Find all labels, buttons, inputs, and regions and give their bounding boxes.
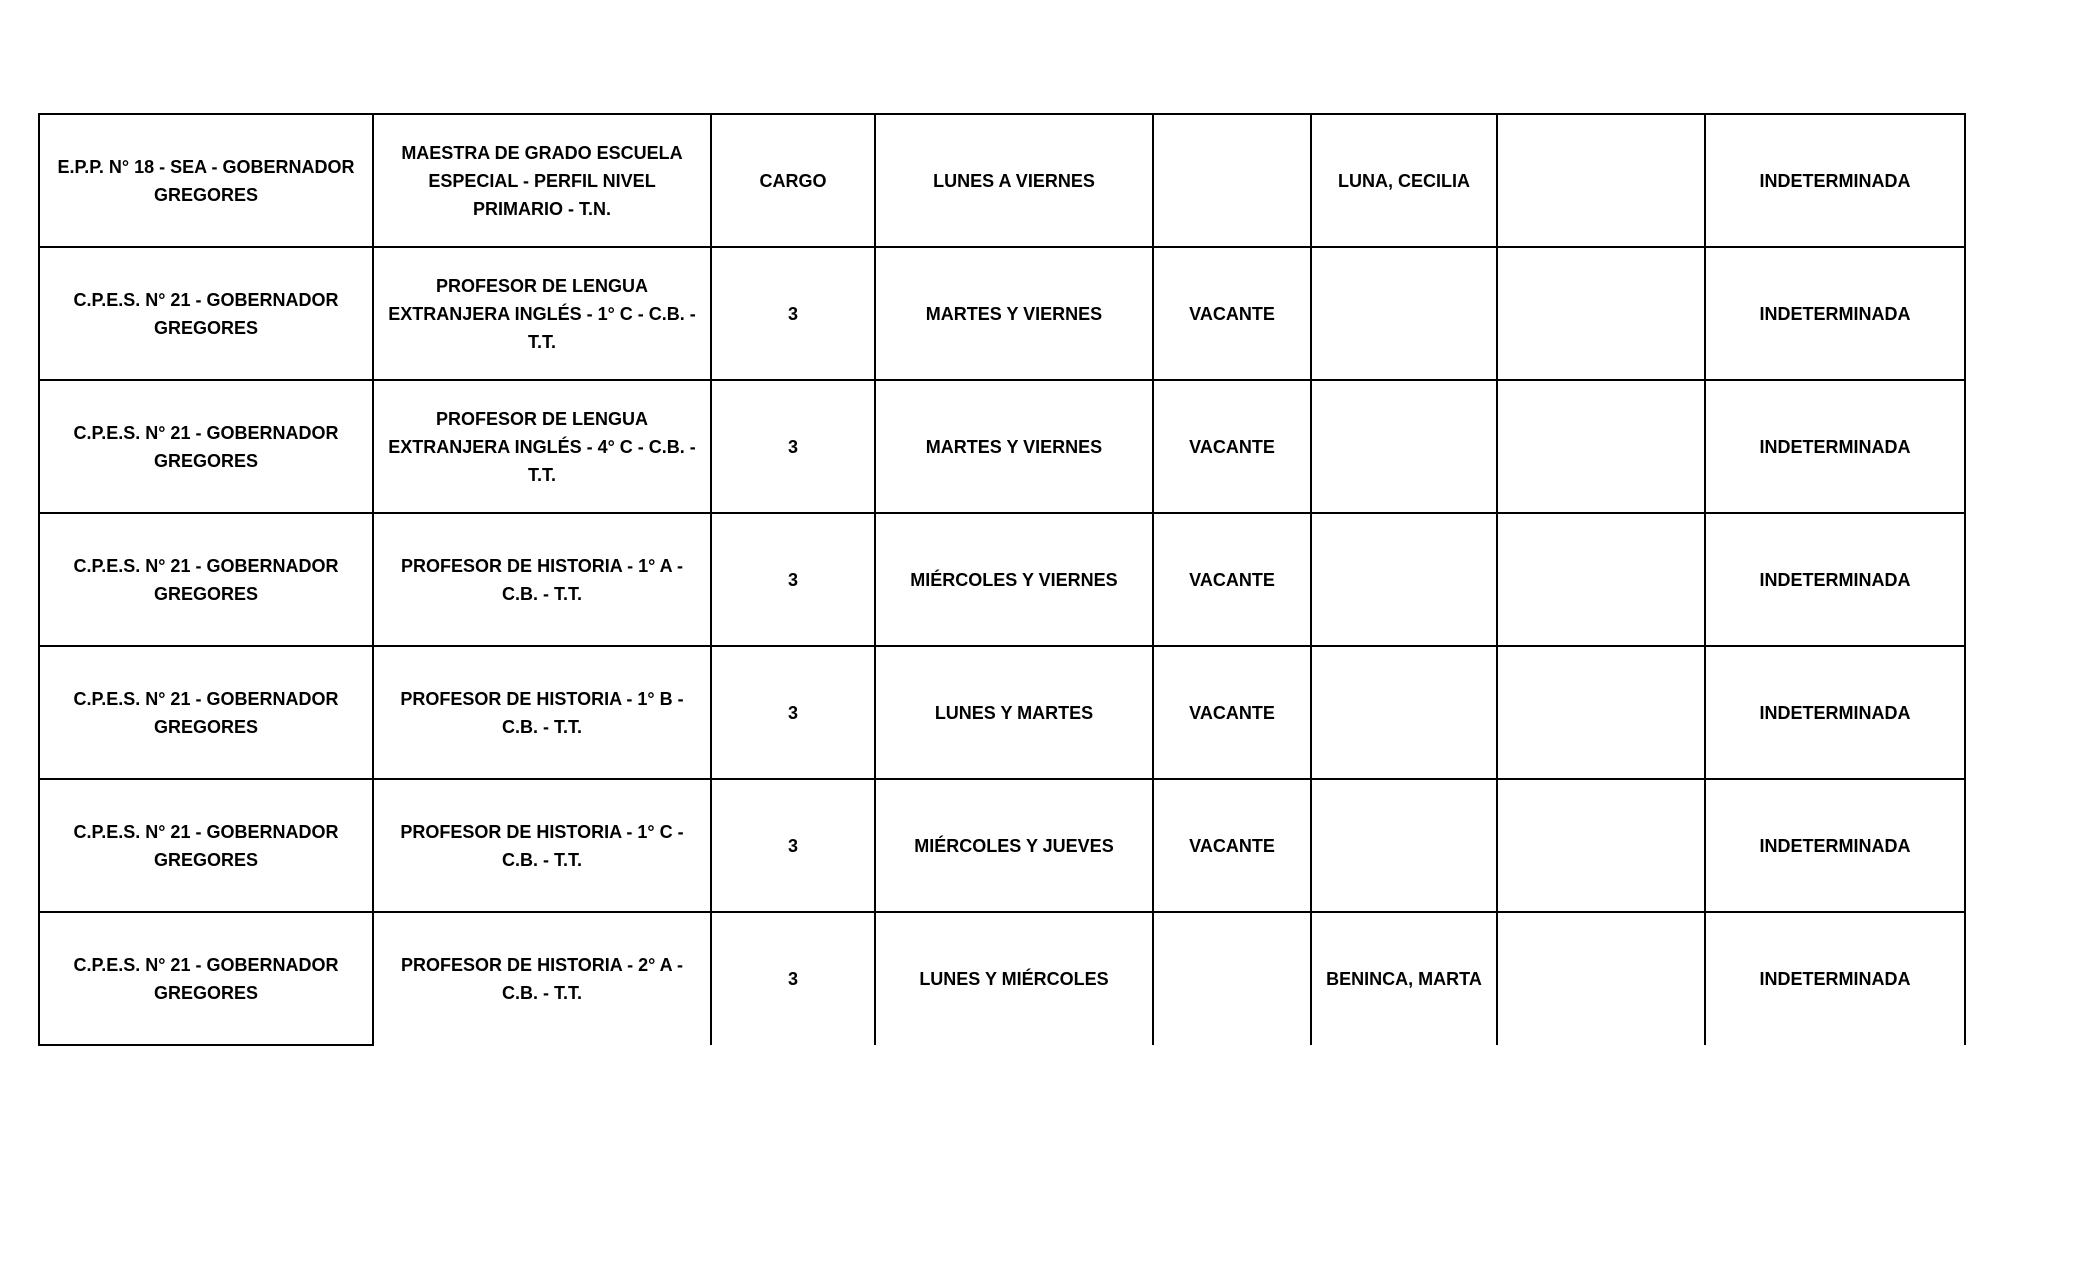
status-cell: VACANTE bbox=[1153, 646, 1311, 779]
schedule-cell: MARTES Y VIERNES bbox=[875, 380, 1153, 513]
position-cell: PROFESOR DE HISTORIA - 1° B - C.B. - T.T. bbox=[373, 646, 711, 779]
hours-cell: 3 bbox=[711, 779, 875, 912]
school-cell: E.P.P. N° 18 - SEA - GOBERNADOR GREGORES bbox=[39, 114, 373, 247]
position-cell: MAESTRA DE GRADO ESCUELA ESPECIAL - PERFIL NIVEL PRIMARIO - T.N. bbox=[373, 114, 711, 247]
schedule-cell: LUNES A VIERNES bbox=[875, 114, 1153, 247]
table-row bbox=[39, 114, 1965, 247]
vacancy-table bbox=[38, 113, 1966, 1046]
schedule-cell: MARTES Y VIERNES bbox=[875, 247, 1153, 380]
status-cell: VACANTE bbox=[1153, 247, 1311, 380]
notes-cell bbox=[1497, 247, 1705, 380]
notes-cell bbox=[1497, 114, 1705, 247]
school-cell: C.P.E.S. N° 21 - GOBERNADOR GREGORES bbox=[39, 646, 373, 779]
teacher-cell bbox=[1311, 513, 1497, 646]
schedule-cell: LUNES Y MARTES bbox=[875, 646, 1153, 779]
status-cell bbox=[1153, 114, 1311, 247]
hours-cell: 3 bbox=[711, 247, 875, 380]
term-cell: INDETERMINADA bbox=[1705, 380, 1965, 513]
hours-cell: 3 bbox=[711, 513, 875, 646]
teacher-cell bbox=[1311, 247, 1497, 380]
school-cell: C.P.E.S. N° 21 - GOBERNADOR GREGORES bbox=[39, 380, 373, 513]
hours-cell: 3 bbox=[711, 912, 875, 1045]
table-row bbox=[39, 247, 1965, 380]
notes-cell bbox=[1497, 513, 1705, 646]
term-cell: INDETERMINADA bbox=[1705, 646, 1965, 779]
school-cell: C.P.E.S. N° 21 - GOBERNADOR GREGORES bbox=[39, 513, 373, 646]
teacher-cell: LUNA, CECILIA bbox=[1311, 114, 1497, 247]
schedule-cell: MIÉRCOLES Y JUEVES bbox=[875, 779, 1153, 912]
position-cell: PROFESOR DE HISTORIA - 2° A - C.B. - T.T. bbox=[373, 912, 711, 1045]
term-cell: INDETERMINADA bbox=[1705, 779, 1965, 912]
position-cell: PROFESOR DE LENGUA EXTRANJERA INGLÉS - 4° C - C.B. - T.T. bbox=[373, 380, 711, 513]
teacher-cell: BENINCA, MARTA bbox=[1311, 912, 1497, 1045]
table-row bbox=[39, 779, 1965, 912]
hours-cell: 3 bbox=[711, 646, 875, 779]
notes-cell bbox=[1497, 646, 1705, 779]
notes-cell bbox=[1497, 380, 1705, 513]
hours-cell: 3 bbox=[711, 380, 875, 513]
term-cell: INDETERMINADA bbox=[1705, 247, 1965, 380]
teacher-cell bbox=[1311, 380, 1497, 513]
school-cell: C.P.E.S. N° 21 - GOBERNADOR GREGORES bbox=[39, 247, 373, 380]
status-cell bbox=[1153, 912, 1311, 1045]
table-row bbox=[39, 646, 1965, 779]
status-cell: VACANTE bbox=[1153, 380, 1311, 513]
table-row bbox=[39, 912, 1965, 1045]
status-cell: VACANTE bbox=[1153, 779, 1311, 912]
schedule-cell: MIÉRCOLES Y VIERNES bbox=[875, 513, 1153, 646]
position-cell: PROFESOR DE LENGUA EXTRANJERA INGLÉS - 1° C - C.B. - T.T. bbox=[373, 247, 711, 380]
position-cell: PROFESOR DE HISTORIA - 1° C - C.B. - T.T. bbox=[373, 779, 711, 912]
term-cell: INDETERMINADA bbox=[1705, 912, 1965, 1045]
school-cell: C.P.E.S. N° 21 - GOBERNADOR GREGORES bbox=[39, 779, 373, 912]
table-row bbox=[39, 513, 1965, 646]
notes-cell bbox=[1497, 912, 1705, 1045]
term-cell: INDETERMINADA bbox=[1705, 513, 1965, 646]
notes-cell bbox=[1497, 779, 1705, 912]
table-body bbox=[39, 114, 1965, 1045]
teacher-cell bbox=[1311, 646, 1497, 779]
school-cell: C.P.E.S. N° 21 - GOBERNADOR GREGORES bbox=[39, 912, 373, 1045]
position-cell: PROFESOR DE HISTORIA - 1° A - C.B. - T.T. bbox=[373, 513, 711, 646]
schedule-cell: LUNES Y MIÉRCOLES bbox=[875, 912, 1153, 1045]
term-cell: INDETERMINADA bbox=[1705, 114, 1965, 247]
teacher-cell bbox=[1311, 779, 1497, 912]
table-row bbox=[39, 380, 1965, 513]
status-cell: VACANTE bbox=[1153, 513, 1311, 646]
hours-cell: CARGO bbox=[711, 114, 875, 247]
